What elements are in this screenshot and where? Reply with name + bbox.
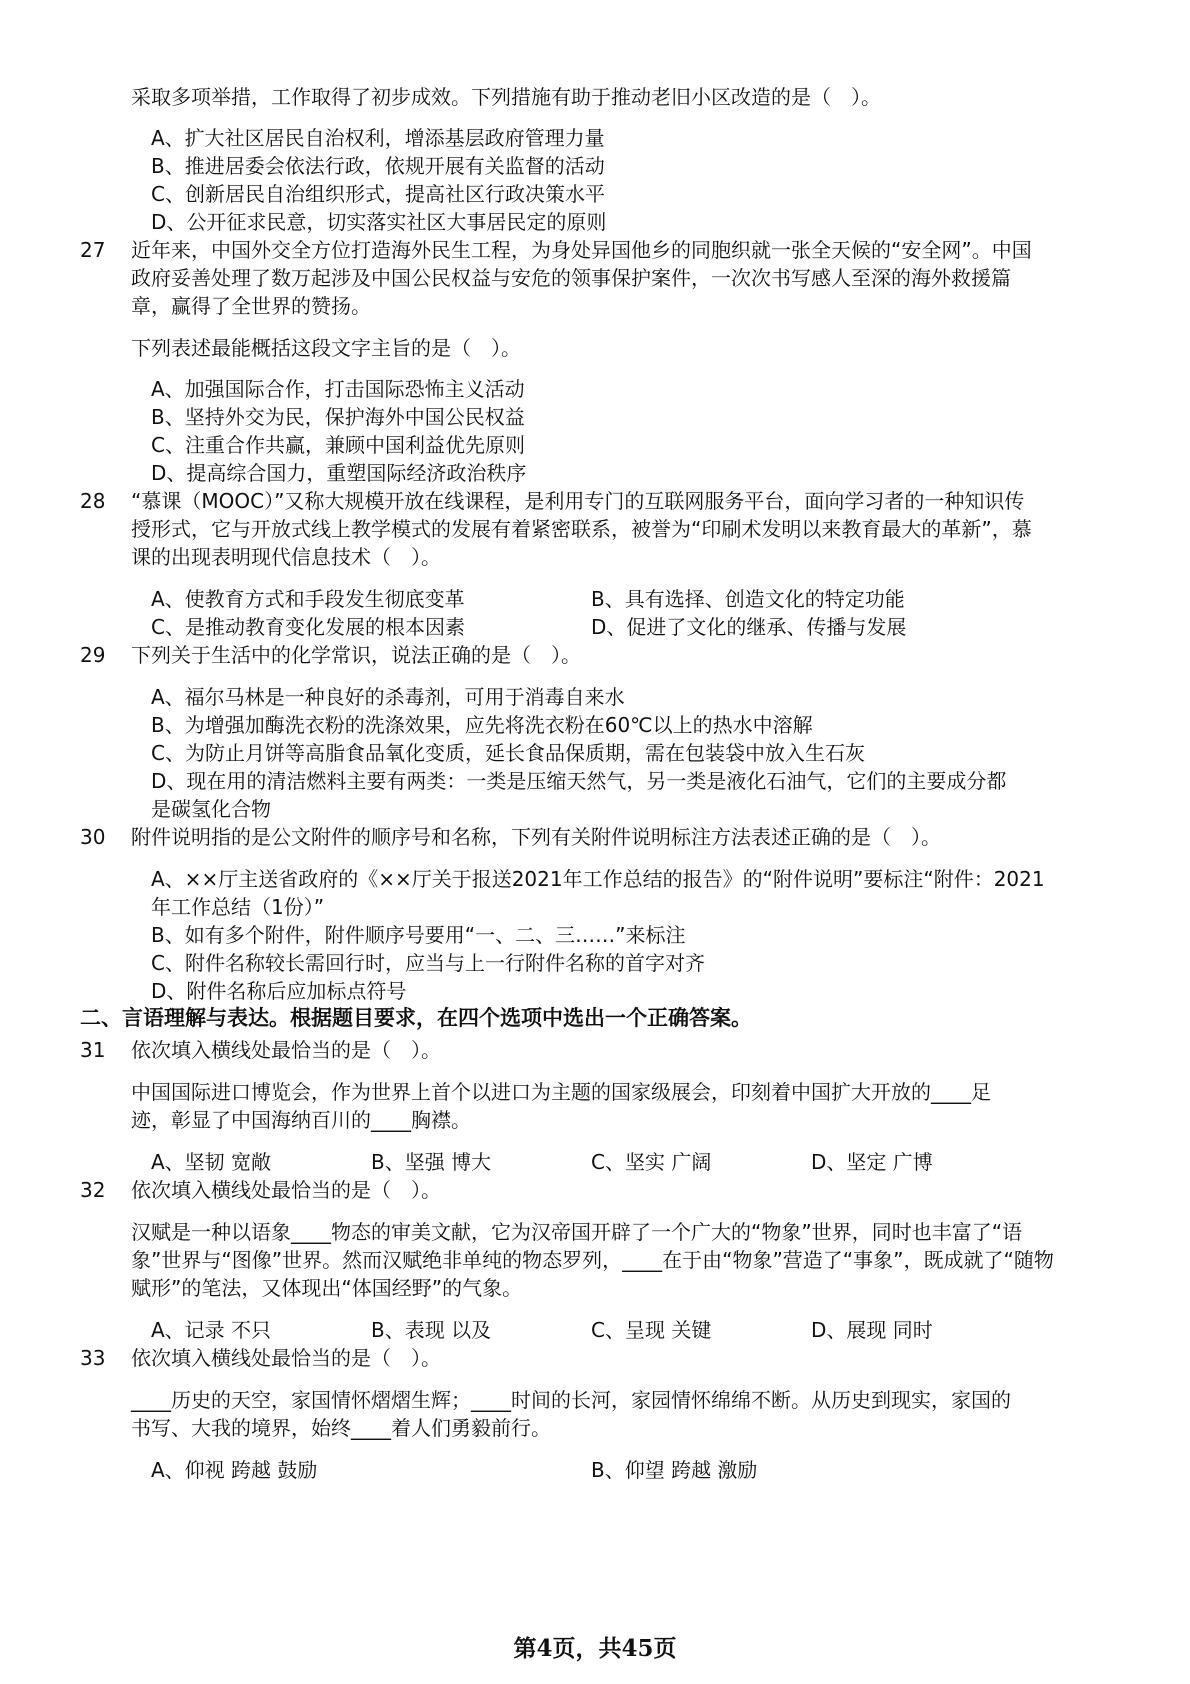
q29-option-d: D、现在用的清洁燃料主要有两类：一类是压缩天然气，另一类是液化石油气，它们的主要成分都: [151, 769, 1007, 793]
page-footer: 第4页，共45页: [513, 1635, 677, 1662]
q29-option-d-cont: 是碳氢化合物: [151, 797, 271, 821]
q29-option-a: A、福尔马林是一种良好的杀毒剂，可用于消毒自来水: [151, 685, 625, 709]
section-heading: 二、言语理解与表达。根据题目要求，在四个选项中选出一个正确答案。: [80, 1006, 752, 1030]
q27-stem-line-3: 章，赢得了全世界的赞扬。: [131, 294, 371, 318]
q31-number: 31: [80, 1038, 106, 1062]
q31-option-c: C、坚实 广阔: [591, 1150, 712, 1174]
q29-option-c: C、为防止月饼等高脂食品氧化变质，延长食品保质期，需在包装袋中放入生石灰: [151, 741, 865, 765]
q28-option-a: A、使教育方式和手段发生彻底变革: [151, 587, 465, 611]
q27-stem-line-1: 近年来，中国外交全方位打造海外民生工程，为身处异国他乡的同胞织就一张全天候的“安全网”。中国: [131, 238, 1032, 262]
q31-stem: 依次填入横线处最恰当的是（ ）。: [131, 1038, 441, 1062]
q30-number: 30: [80, 825, 106, 849]
q30-option-b: B、如有多个附件，附件顺序号要用“一、二、三……”来标注: [151, 923, 686, 947]
q30-stem: 附件说明指的是公文附件的顺序号和名称，下列有关附件说明标注方法表述正确的是（ ）。: [131, 825, 941, 849]
q31-option-b: B、坚强 博大: [371, 1150, 492, 1174]
q26-option-b: B、推进居委会依法行政，依规开展有关监督的活动: [151, 154, 605, 178]
q30-option-d: D、附件名称后应加标点符号: [151, 979, 407, 1003]
q32-number: 32: [80, 1178, 106, 1202]
q29-stem: 下列关于生活中的化学常识，说法正确的是（ ）。: [131, 643, 581, 667]
q28-stem-line-3: 课的出现表明现代信息技术（ ）。: [131, 545, 441, 569]
q32-option-d: D、展现 同时: [811, 1318, 933, 1342]
q27-option-c: C、注重合作共赢，兼顾中国利益优先原则: [151, 433, 525, 457]
q33-passage-line-1: ____历史的天空，家国情怀熠熠生辉；____时间的长河，家园情怀绵绵不断。从历史到现实，家国的: [131, 1388, 1011, 1412]
q30-option-a-cont: 年工作总结（1份）”: [151, 895, 325, 919]
q32-stem: 依次填入横线处最恰当的是（ ）。: [131, 1178, 441, 1202]
q33-option-a: A、仰视 跨越 鼓励: [151, 1458, 318, 1482]
q27-option-a: A、加强国际合作，打击国际恐怖主义活动: [151, 377, 525, 401]
q27-option-b: B、坚持外交为民，保护海外中国公民权益: [151, 405, 525, 429]
q27-question: 下列表述最能概括这段文字主旨的是（ ）。: [131, 336, 521, 360]
q33-option-b: B、仰望 跨越 激励: [591, 1458, 758, 1482]
q27-stem-line-2: 政府妥善处理了数万起涉及中国公民权益与安危的领事保护案件，一次次书写感人至深的海外救援篇: [131, 266, 1011, 290]
q28-number: 28: [80, 489, 106, 513]
q33-passage-line-2: 书写、大我的境界，始终____着人们勇毅前行。: [131, 1416, 551, 1440]
q26-option-c: C、创新居民自治组织形式，提高社区行政决策水平: [151, 182, 605, 206]
q31-option-a: A、坚韧 宽敞: [151, 1150, 272, 1174]
q28-stem-line-1: “慕课（MOOC）”又称大规模开放在线课程，是利用专门的互联网服务平台，面向学习者的一种知识传: [131, 489, 1025, 513]
q30-option-c: C、附件名称较长需回行时，应当与上一行附件名称的首字对齐: [151, 951, 705, 975]
q32-option-a: A、记录 不只: [151, 1318, 272, 1342]
q27-option-d: D、提高综合国力，重塑国际经济政治秩序: [151, 461, 527, 485]
q31-passage-line-1: 中国国际进口博览会，作为世界上首个以进口为主题的国家级展会，印刻着中国扩大开放的____足: [131, 1080, 991, 1104]
q29-option-b: B、为增强加酶洗衣粉的洗涤效果，应先将洗衣粉在60℃以上的热水中溶解: [151, 713, 813, 737]
q26-option-a: A、扩大社区居民自治权利，增添基层政府管理力量: [151, 126, 605, 150]
q27-number: 27: [80, 238, 106, 262]
q32-option-c: C、呈现 关键: [591, 1318, 712, 1342]
q32-passage-line-3: 赋形”的笔法，又体现出“体国经野”的气象。: [131, 1276, 523, 1300]
q33-number: 33: [80, 1346, 106, 1370]
q31-passage-line-2: 迹，彰显了中国海纳百川的____胸襟。: [131, 1108, 471, 1132]
q31-option-d: D、坚定 广博: [811, 1150, 933, 1174]
q32-option-b: B、表现 以及: [371, 1318, 492, 1342]
q30-option-a: A、××厅主送省政府的《××厅关于报送2021年工作总结的报告》的“附件说明”要标注“附件：2021: [151, 867, 1045, 891]
q26-option-d: D、公开征求民意，切实落实社区大事居民定的原则: [151, 210, 607, 234]
q28-option-d: D、促进了文化的继承、传播与发展: [591, 615, 907, 639]
q32-passage-line-2: 象”世界与“图像”世界。然而汉赋绝非单纯的物态罗列，____在于由“物象”营造了“事象”，既成就了“随物: [131, 1248, 1054, 1272]
q29-number: 29: [80, 643, 106, 667]
q28-option-c: C、是推动教育变化发展的根本因素: [151, 615, 465, 639]
q28-option-b: B、具有选择、创造文化的特定功能: [591, 587, 905, 611]
q26-stem-tail: 采取多项举措，工作取得了初步成效。下列措施有助于推动老旧小区改造的是（ ）。: [131, 85, 881, 109]
q32-passage-line-1: 汉赋是一种以语象____物态的审美文献，它为汉帝国开辟了一个广大的“物象”世界，同时也丰富了“语: [131, 1220, 1023, 1244]
q33-stem: 依次填入横线处最恰当的是（ ）。: [131, 1346, 441, 1370]
q28-stem-line-2: 授形式，它与开放式线上教学模式的发展有着紧密联系，被誉为“印刷术发明以来教育最大的革新”，慕: [131, 517, 1032, 541]
